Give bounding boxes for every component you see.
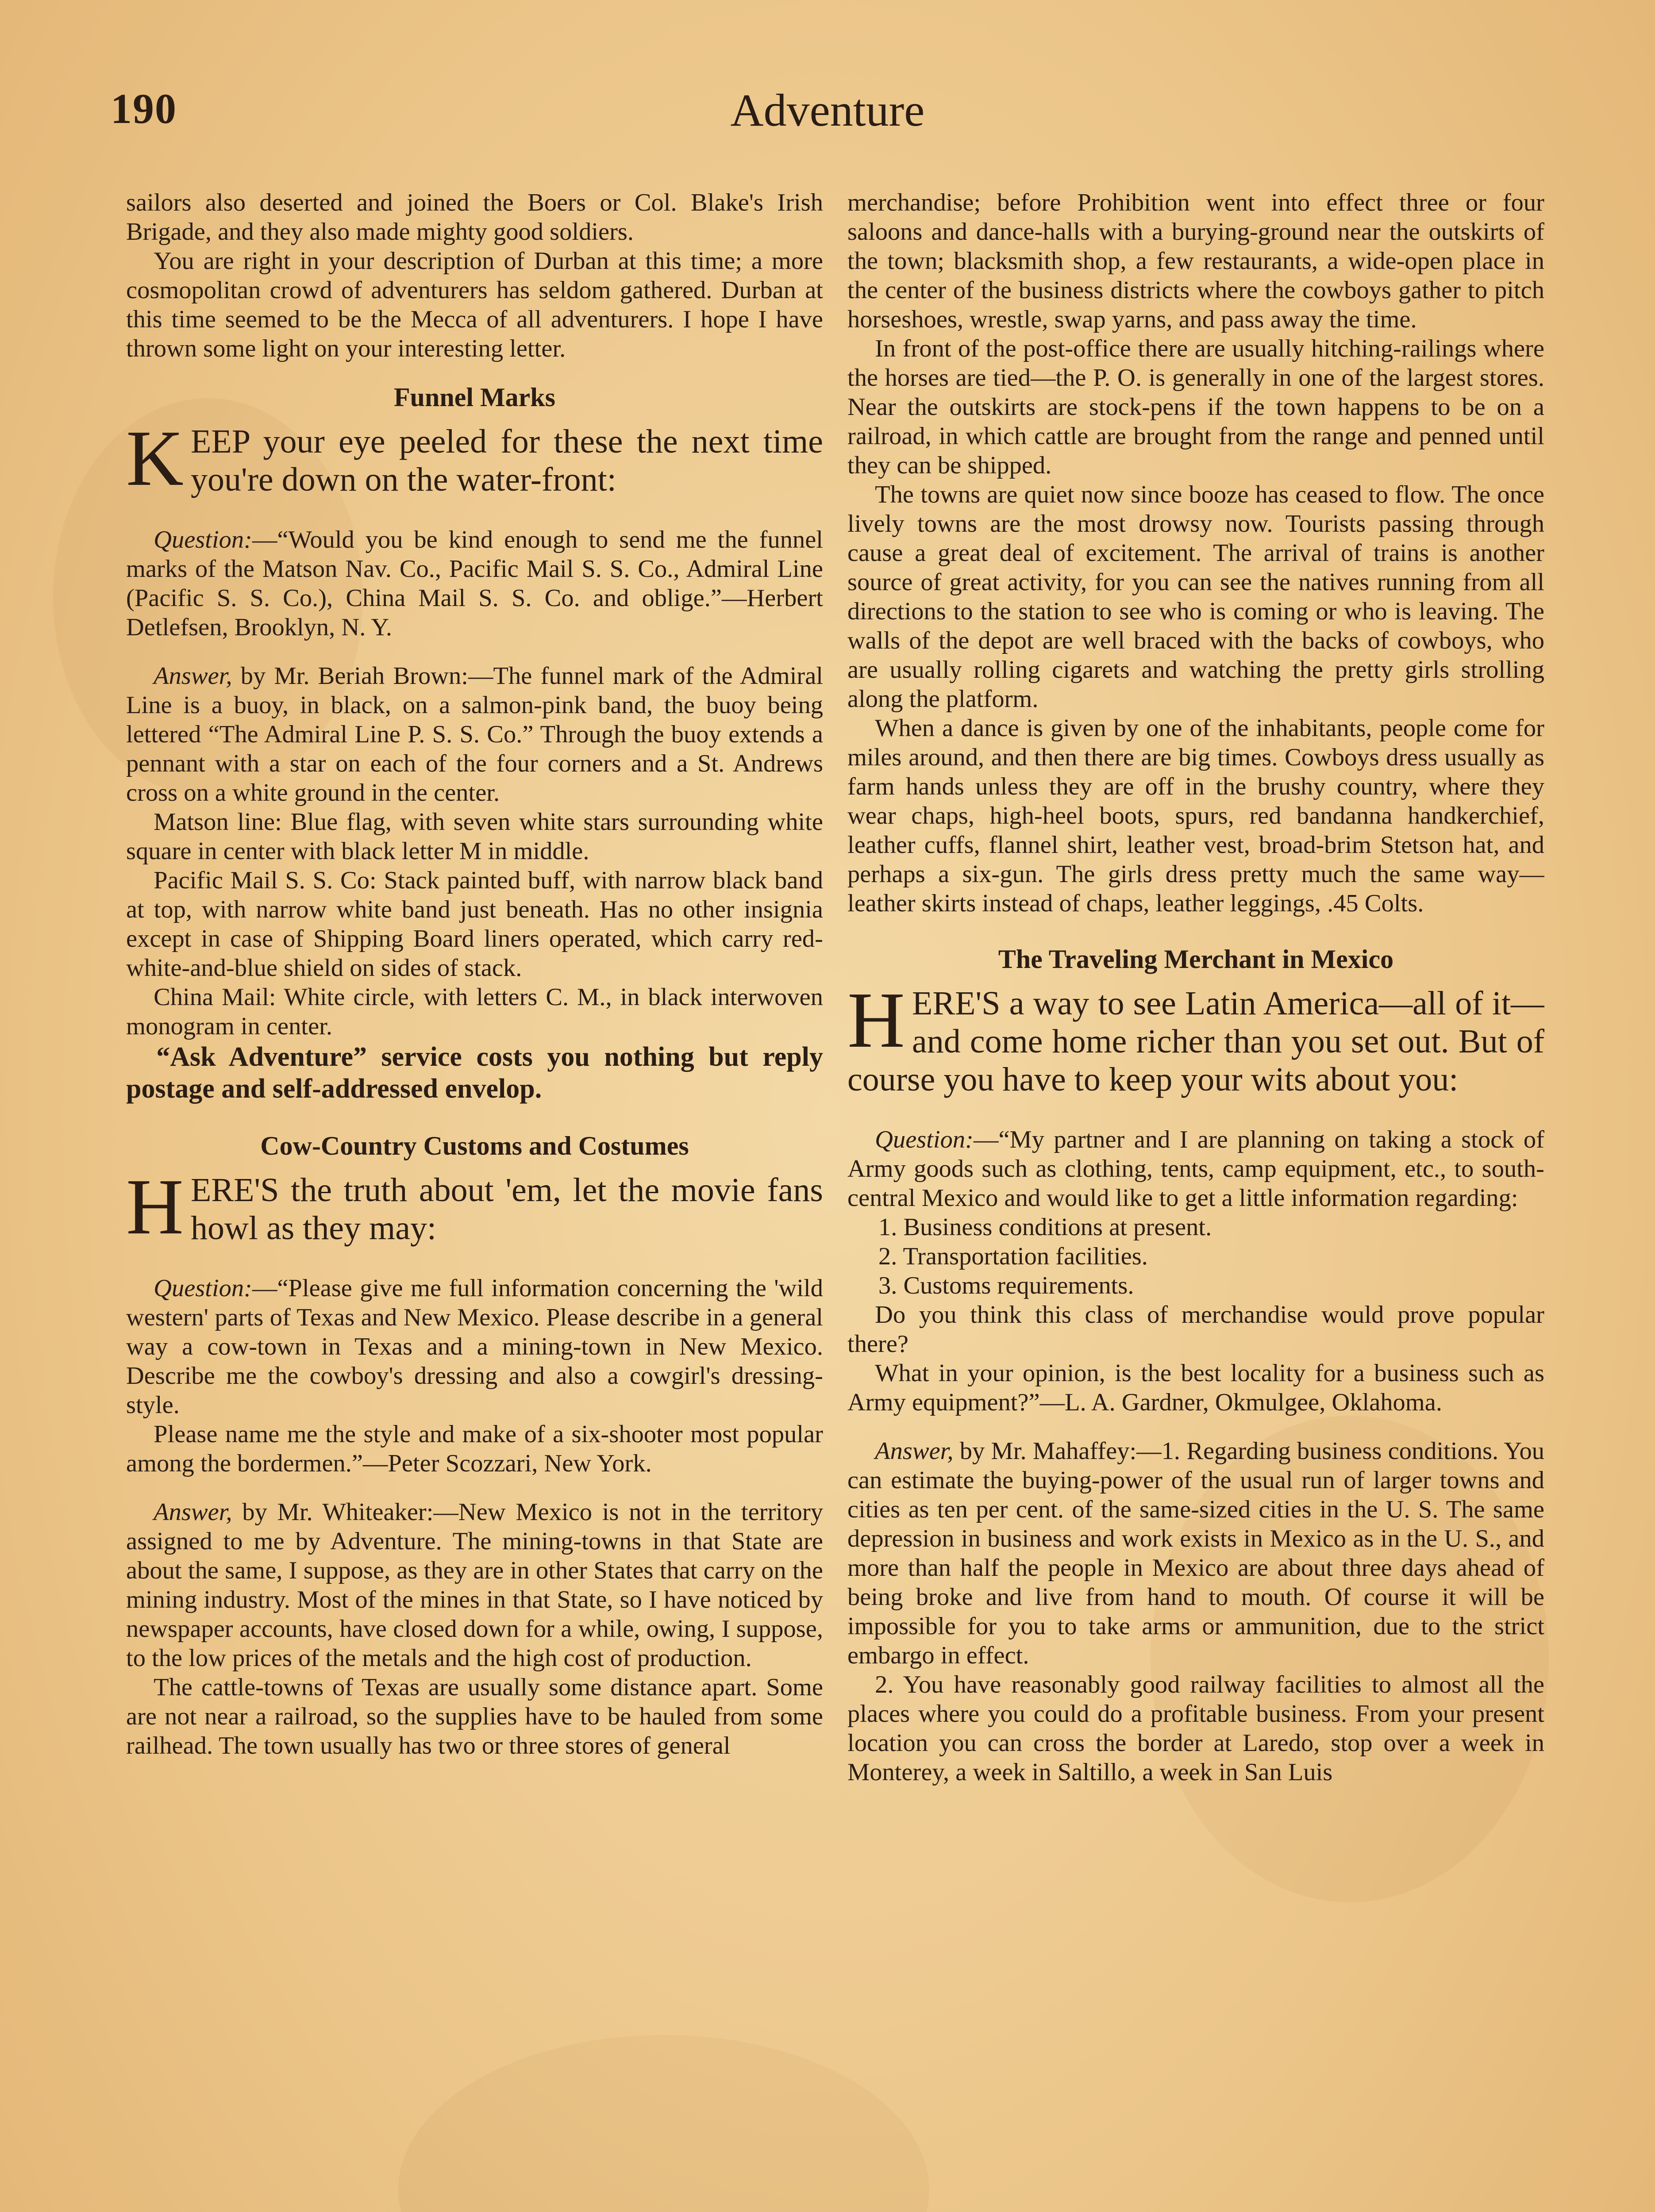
answer-paragraph — [126, 1498, 823, 1673]
section-lead — [126, 1163, 823, 1251]
drop-cap: K — [126, 414, 184, 502]
question-label: Question: — [875, 1126, 974, 1153]
paragraph: The cattle-towns of Texas are usually some distance apart. Some are not near a railroad, so the supplies have to be hauled from some railhead. The town usually has two or three stores of general — [126, 1674, 823, 1759]
lead-text: ERE'S a way to see Latin America—all of it—and come home richer than you set out. But of course you have to keep your wits about you: — [847, 985, 1544, 1098]
paragraph: Matson line: Blue flag, with seven white stars surrounding white square in center with black letter M in middle. — [126, 808, 823, 865]
paragraph: When a dance is given by one of the inhabitants, people come for miles around, and then there are big times. Cowboys dress usually as farm hands unless they are off in the brushy country, where they wear chaps, high-heel boots, spurs, red bandanna handkerchief, leather cuffs, flannel shirt, leather vest, broad-brim Stetson hat, and perhaps a six-gun. The girls dress pretty much the same way—leather skirts instead of chaps, leather leggings, .45 Colts. — [847, 714, 1544, 917]
list-item: 2. Transportation facilities. — [878, 1243, 1148, 1270]
question-paragraph — [847, 1125, 1544, 1213]
question-text: —“My partner and I are planning on taking a stock of Army goods such as clothing, tents, camp equipment, etc., to south-central Mexico and would like to get a little information regarding: — [847, 1126, 1544, 1212]
paragraph: Please name me the style and make of a six-shooter most popular among the bordermen.”—Peter Scozzari, New York. — [126, 1421, 823, 1477]
section-heading-funnel-marks: Funnel Marks — [393, 383, 556, 412]
answer-label: Answer, — [875, 1437, 954, 1465]
paragraph: What in your opinion, is the best locality for a business such as Army equipment?”—L. A. Gardner, Okmulgee, Oklahoma. — [847, 1359, 1544, 1416]
paragraph: The towns are quiet now since booze has ceased to flow. The once lively towns are the most drowsy now. Tourists passing through cause a great deal of excitement. The arrival of trains is another source of great activity, for you can see the natives running from all directions to the station to see who is coming or who is leaving. The walls of the depot are well braced with the backs of cowboys, who are usually rolling cigarets and watching the pretty girls strolling along the platform. — [847, 481, 1544, 713]
page-header — [0, 80, 1655, 146]
left-column — [126, 188, 823, 2212]
question-paragraph — [126, 1274, 823, 1420]
list-item: 3. Customs requirements. — [878, 1272, 1134, 1299]
paragraph: merchandise; before Prohibition went into effect three or four saloons and dance-halls with a burying-ground near the outskirts of the town; blacksmith shop, a few restaurants, a wide-open place in the center of the business districts where the cowboys gather to pitch horseshoes, wrestle, swap yarns, and pass away the time. — [847, 189, 1544, 333]
paragraph: Pacific Mail S. S. Co: Stack painted buff, with narrow black band at top, with narrow white band just beneath. Has no other insignia except in case of Shipping Board liners operated, which carry red-white-and-blue shield on sides of stack. — [126, 867, 823, 982]
answer-text: by Mr. Mahaffey:—1. Regarding business conditions. You can estimate the buying-power of the usual run of larger towns and cities as ten per cent. of the same-sized cities in the U. S. The same depression in business and work exists in Mexico as in the U. S., and more than half the people in Mexico are about three days ahead of being broke and live from hand to mouth. Of course it will be impossible for you to take arms or ammunition, due to the strict embargo in effect. — [847, 1437, 1544, 1669]
paragraph: In front of the post-office there are usually hitching-railings where the horses are tied—the P. O. is generally in one of the largest stores. Near the outskirts are stock-pens if the town happens to be on a railroad, in which cattle are brought from the range and penned until they can be shipped. — [847, 335, 1544, 479]
paragraph: 2. You have reasonably good railway facilities to almost all the places where you could do a profitable business. From your present location you can cross the border at Laredo, stop over a week in Monterey, a week in Saltillo, a week in San Luis — [847, 1671, 1544, 1786]
answer-paragraph — [126, 661, 823, 807]
paragraph: You are right in your description of Durban at this time; a more cosmopolitan crowd of adventurers has seldom gathered. Durban at this time seemed to be the Mecca of all adventurers. I hope I have thrown some light on your interesting letter. — [126, 247, 823, 362]
paragraph: sailors also deserted and joined the Boers or Col. Blake's Irish Brigade, and they also made mighty good soldiers. — [126, 189, 823, 246]
list-item: 1. Business conditions at present. — [878, 1214, 1212, 1241]
answer-label: Answer, — [154, 662, 232, 690]
right-column — [847, 188, 1544, 2212]
paragraph: China Mail: White circle, with letters C. M., in black interwoven monogram in center. — [126, 983, 823, 1040]
drop-cap: H — [126, 1163, 184, 1251]
answer-paragraph — [847, 1436, 1544, 1670]
paragraph: Do you think this class of merchandise would prove popular there? — [847, 1301, 1544, 1358]
question-paragraph — [126, 525, 823, 642]
section-heading-traveling-merchant: The Traveling Merchant in Mexico — [998, 945, 1394, 974]
question-label: Question: — [154, 526, 252, 553]
question-text: —“Please give me full information concerning the 'wild western' parts of Texas and New Mexico. Please describe in a general way a cow-town in Texas and a mining-town in New Mexico. Describe me the cowboy's dressing and also a cowgirl's dressing-style. — [126, 1275, 823, 1419]
answer-label: Answer, — [154, 1498, 232, 1526]
service-notice: “Ask Adventure” service costs you nothing but reply postage and self-addressed envelop. — [126, 1042, 823, 1104]
answer-text: by Mr. Whiteaker:—New Mexico is not in the territory assigned to me by Adventure. The mining-towns in that State are about the same, I suppose, as they are in other States that carry on the mining industry. Most of the mines in that State, so I have noticed by newspaper accounts, have closed down for a while, owing, I suppose, to the low prices of the metals and the high cost of production. — [126, 1498, 823, 1672]
lead-text: EEP your eye peeled for these the next time you're down on the water-front: — [191, 423, 823, 498]
lead-text: ERE'S the truth about 'em, let the movie fans howl as they may: — [191, 1171, 823, 1247]
question-label: Question: — [154, 1275, 252, 1302]
question-text: —“Would you be kind enough to send me the funnel marks of the Matson Nav. Co., Pacific Mail S. S. Co., Admiral Line (Pacific S. S. Co.), China Mail S. S. Co. and oblige.”—Herbert Detlefsen, Brooklyn, N. Y. — [126, 526, 823, 641]
running-title: Adventure — [730, 85, 925, 136]
answer-text: by Mr. Beriah Brown:—The funnel mark of the Admiral Line is a buoy, in black, on a salmon-pink band, the buoy being lettered “The Admiral Line P. S. S. Co.” Through the buoy extends a pennant with a star on each of the four corners and a St. Andrews cross on a white ground in the center. — [126, 662, 823, 806]
section-lead — [126, 414, 823, 502]
section-heading-cow-country: Cow-Country Customs and Costumes — [260, 1131, 689, 1160]
section-lead — [847, 976, 1544, 1098]
drop-cap: H — [847, 976, 905, 1064]
page-number: 190 — [111, 85, 177, 132]
